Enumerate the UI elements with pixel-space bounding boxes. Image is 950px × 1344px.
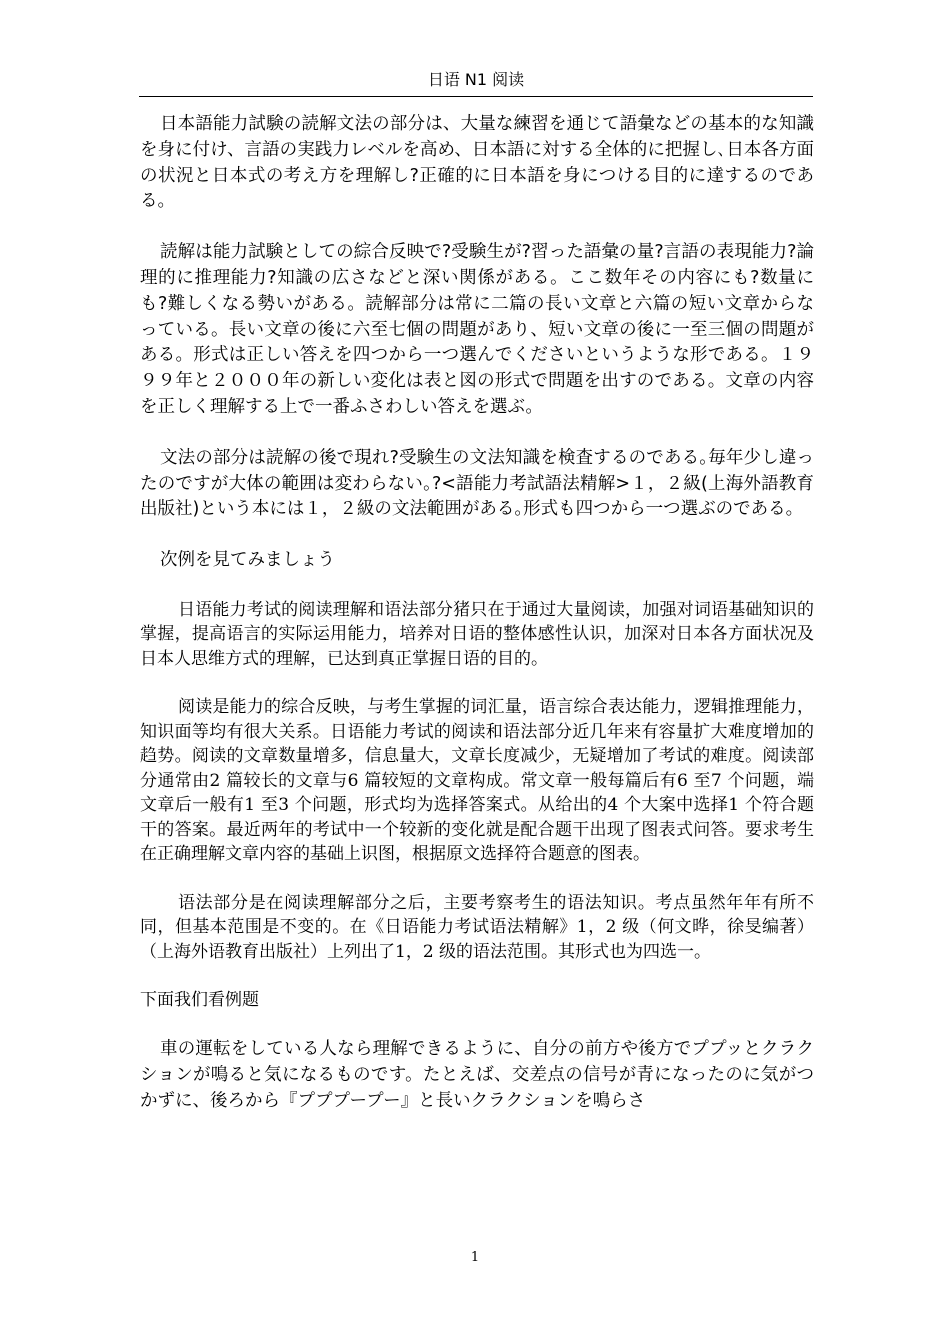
document-body: [140, 112, 814, 1139]
paragraph-zh-example-heading: 下面我们看例题: [140, 990, 259, 1011]
paragraph-zh-reading: 阅读是能力的综合反映，与考生掌握的词汇量，语言综合表达能力，逻辑推理能力，知识面等均有很大关系。日语能力考试的阅读和语法部分近几年来有容量扩大难度增加的趋势。阅读的文章数量增多，信息量大，文章长度减少，无疑增加了考试的难度。阅读部分通常由2 篇较长的文章与6 篇较短的文章构成。常文章一般每篇后有6 至7 个问题，端文章后一般有1 至3 个问题，形式均为选择答案式。从给出的4 个大案中选择1 个符合题干的答案。最近两年的考试中一个较新的变化就是配合题干出现了图表式问答。要求考生在正确理解文章内容的基础上识图，根据原文选择符合题意的图表。: [140, 697, 814, 865]
paragraph-ja-grammar: 文法の部分は読解の後で現れ?受験生の文法知識を検査するのである｡毎年少し違ったのですが大体の範囲は変わらない｡?<語能力考試語法精解>１，２級(上海外語教育出版社)という本には１，２級の文法範囲がある｡形式も四つから一つ選ぶのである。: [140, 447, 814, 520]
page-header-title: 日语 N1 阅读: [427, 70, 525, 89]
paragraph-zh-grammar: 语法部分是在阅读理解部分之后，主要考察考生的语法知识。考点虽然年年有所不同，但基本范围是不变的。在《日语能力考试语法精解》1，2 级（何文晔，徐旻编著）（上海外语教育出版社）上列出了1，2 级的语法范围。其形式也为四选一。: [140, 892, 814, 962]
paragraph-ja-intro: 日本語能力試験の読解文法の部分は、大量な練習を通じて語彙などの基本的な知識を身に付け、言語の実践力レベルを高め、日本語に対する全体的に把握し､日本各方面の状況と日本式の考え方を理解し?正確的に日本語を身につける目的に達するのである。: [140, 114, 814, 212]
header-divider: [139, 96, 813, 97]
paragraph-ja-example-heading: 次例を見てみましょう: [160, 550, 335, 571]
paragraph-ja-example-text: 車の運転をしている人なら理解できるように、自分の前方や後方でププッとクラクションが鳴ると気になるものです。たとえば、交差点の信号が青になったのに気がつかずに、後ろから『プププープー』と長いクラクションを鳴らさ: [140, 1038, 814, 1111]
page-number: 1: [470, 1250, 480, 1265]
paragraph-ja-reading: 読解は能力試験としての綜合反映で?受験生が?習った語彙の量?言語の表現能力?論理的に推理能力?知識の広さなどと深い関係がある。ここ数年その内容にも?数量にも?難しくなる勢いがある。読解部分は常に二篇の長い文章と六篇の短い文章からなっている。長い文章の後に六至七個の問題があり、短い文章の後に一至三個の問題がある。形式は正しい答えを四つから一つ選んでくださいというような形である。１９９９年と２０００年の新しい変化は表と図の形式で問題を出すのである。文章の内容を正しく理解する上で一番ふさわしい答えを選ぶ。: [140, 242, 814, 417]
paragraph-zh-intro: 日语能力考试的阅读理解和语法部分猪只在于通过大量阅读，加强对词语基础知识的掌握，提高语言的实际运用能力，培养对日语的整体感性认识，加深对日本各方面状况及日本人思维方式的理解，已达到真正掌握日语的目的。: [140, 599, 814, 669]
